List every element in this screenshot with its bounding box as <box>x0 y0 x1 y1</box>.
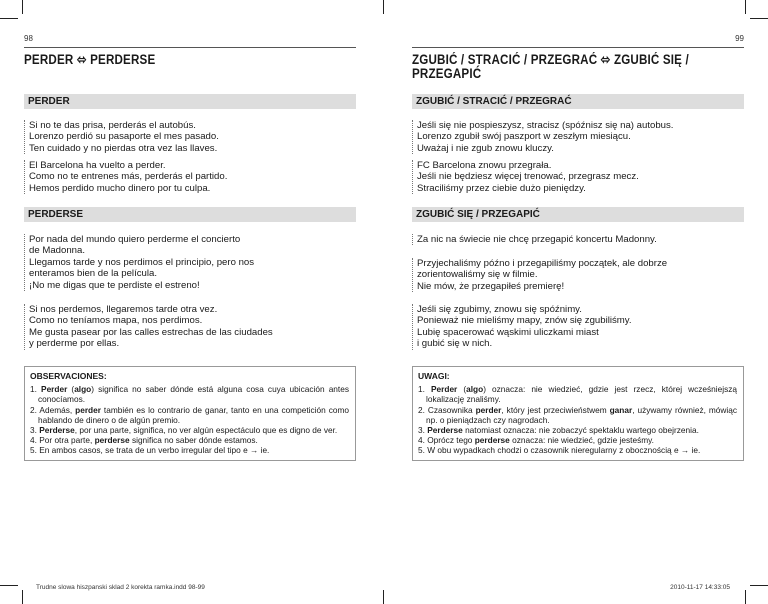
example-line: FC Barcelona znowu przegrała. <box>417 160 552 171</box>
example-line: Lubię spacerować wąskimi uliczkami miast <box>417 326 599 338</box>
example-line: Si no te das prisa, perderás el autobús. <box>29 120 196 131</box>
example-line: Za nic na świecie nie chcę przegapić koncertu Madonny. <box>417 234 657 245</box>
page-number: 98 <box>24 34 33 43</box>
observation-item: 3. Perderse natomiast oznacza: nie zobaczyć spektaklu wartego obejrzenia. <box>418 425 699 436</box>
section-header: PERDERSE <box>24 207 356 222</box>
example-line: Straciliśmy przez ciebie dużo pieniędzy. <box>417 182 586 194</box>
crop-mark <box>22 590 23 604</box>
header-rule <box>412 47 744 48</box>
example-block <box>412 304 744 350</box>
example-block <box>24 160 356 194</box>
crop-mark <box>0 18 18 19</box>
example-line: Lorenzo zgubił swój paszport w zeszłym miesiącu. <box>417 131 631 143</box>
example-block <box>412 160 744 194</box>
crop-mark <box>750 585 768 586</box>
file-footer: Trudne slowa hiszpanski sklad 2 korekta ramka.indd 98-99 <box>36 584 205 591</box>
observation-item: 4. Por otra parte, perderse significa no saber dónde estamos. <box>30 435 258 446</box>
crop-mark <box>745 590 746 604</box>
observations-title: OBSERVACIONES: <box>30 371 107 381</box>
example-line: Jeśli nie będziesz więcej trenować, przegrasz mecz. <box>417 171 639 183</box>
page-title: PERDER ⬄ PERDERSE <box>24 52 156 67</box>
section-header: ZGUBIĆ SIĘ / PRZEGAPIĆ <box>412 207 744 222</box>
observation-item: 2. Además, perder también es lo contrario de ganar, tanto en una competición como hablando de dinero o de algún premio. <box>30 404 349 425</box>
example-block <box>24 304 356 350</box>
example-line: El Barcelona ha vuelto a perder. <box>29 160 166 171</box>
example-block <box>412 258 744 292</box>
example-block <box>24 234 356 291</box>
page-title: ZGUBIĆ / STRACIĆ / PRZEGRAĆ ⬄ ZGUBIĆ SIĘ / PRZEGAPIĆ <box>412 52 689 81</box>
example-line: de Madonna. <box>29 245 86 257</box>
observations-box <box>24 366 356 461</box>
crop-mark <box>383 590 384 604</box>
example-line: enteramos bien de la película. <box>29 268 157 280</box>
example-line: Jeśli się zgubimy, znowu się spóźnimy. <box>417 304 582 315</box>
example-line: Llegamos tarde y nos perdimos el principio, pero nos <box>29 256 255 268</box>
example-block <box>412 120 744 154</box>
crop-mark <box>745 0 746 14</box>
observation-item: 2. Czasownika perder, który jest przeciwieństwem ganar, używamy również, mówiąc np. o pieniądzach czy nagrodach. <box>418 404 737 425</box>
example-block <box>24 120 356 154</box>
example-line: Ponieważ nie mieliśmy mapy, znów się zgubiliśmy. <box>417 315 632 327</box>
crop-mark <box>750 18 768 19</box>
observations-box <box>412 366 744 461</box>
example-line: Ten cuidado y no pierdas otra vez las llaves. <box>29 142 218 154</box>
page-number: 99 <box>735 34 744 43</box>
section-header: ZGUBIĆ / STRACIĆ / PRZEGRAĆ <box>412 94 744 109</box>
right-page <box>412 34 744 456</box>
observation-item: 4. Oprócz tego perderse oznacza: nie wiedzieć, gdzie jesteśmy. <box>418 435 654 446</box>
example-line: zorientowaliśmy się w filmie. <box>417 269 538 281</box>
example-line: Me gusta pasear por las calles estrechas de las ciudades <box>29 326 273 338</box>
crop-mark <box>383 0 384 14</box>
timestamp-footer: 2010-11-17 14:33:05 <box>670 584 730 591</box>
observations-title: UWAGI: <box>418 371 450 381</box>
header-rule <box>24 47 356 48</box>
arrow-icon: → <box>250 445 259 456</box>
arrow-icon: → <box>680 445 690 456</box>
example-line: ¡No me digas que te perdiste el estreno! <box>29 279 200 291</box>
example-line: Nie mów, że przegapiłeś premierę! <box>417 280 565 292</box>
section-header: PERDER <box>24 94 356 109</box>
example-line: Como no teníamos mapa, nos perdimos. <box>29 315 203 327</box>
example-line: Przyjechaliśmy późno i przegapiliśmy początek, ale dobrze <box>417 258 668 269</box>
left-page <box>24 34 356 456</box>
observation-item: 5. W obu wypadkach chodzi o czasownik nieregularny z obocznością e → ie. <box>418 445 701 456</box>
example-line: Jeśli się nie pospieszysz, stracisz (spóźnisz się na) autobus. <box>417 120 674 131</box>
observation-item: 3. Perderse, por una parte, significa, no ver algún espectáculo que es digno de ver. <box>30 425 338 436</box>
observation-item: 1. Perder (algo) significa no saber dónde está alguna cosa cuya ubicación antes conocíamos. <box>30 384 349 405</box>
crop-mark <box>0 585 18 586</box>
example-line: Por nada del mundo quiero perderme el concierto <box>29 234 241 245</box>
example-line: Lorenzo perdió su pasaporte el mes pasado. <box>29 131 219 143</box>
observation-item: 1. Perder (algo) oznacza: nie wiedzieć, gdzie jest rzecz, której wcześniejszą lokalizację znaliśmy. <box>418 384 737 405</box>
observation-item: 5. En ambos casos, se trata de un verbo irregular del tipo e → ie. <box>30 445 270 456</box>
example-line: Hemos perdido mucho dinero por tu culpa. <box>29 182 211 194</box>
example-line: Como no te entrenes más, perderás el partido. <box>29 171 228 183</box>
crop-mark <box>22 0 23 14</box>
example-block <box>412 234 744 245</box>
example-line: y perderme por ellas. <box>29 338 120 350</box>
example-line: Si nos perdemos, llegaremos tarde otra vez. <box>29 304 218 315</box>
example-line: i gubić się w nich. <box>417 338 493 350</box>
example-line: Uważaj i nie zgub znowu kluczy. <box>417 142 554 154</box>
